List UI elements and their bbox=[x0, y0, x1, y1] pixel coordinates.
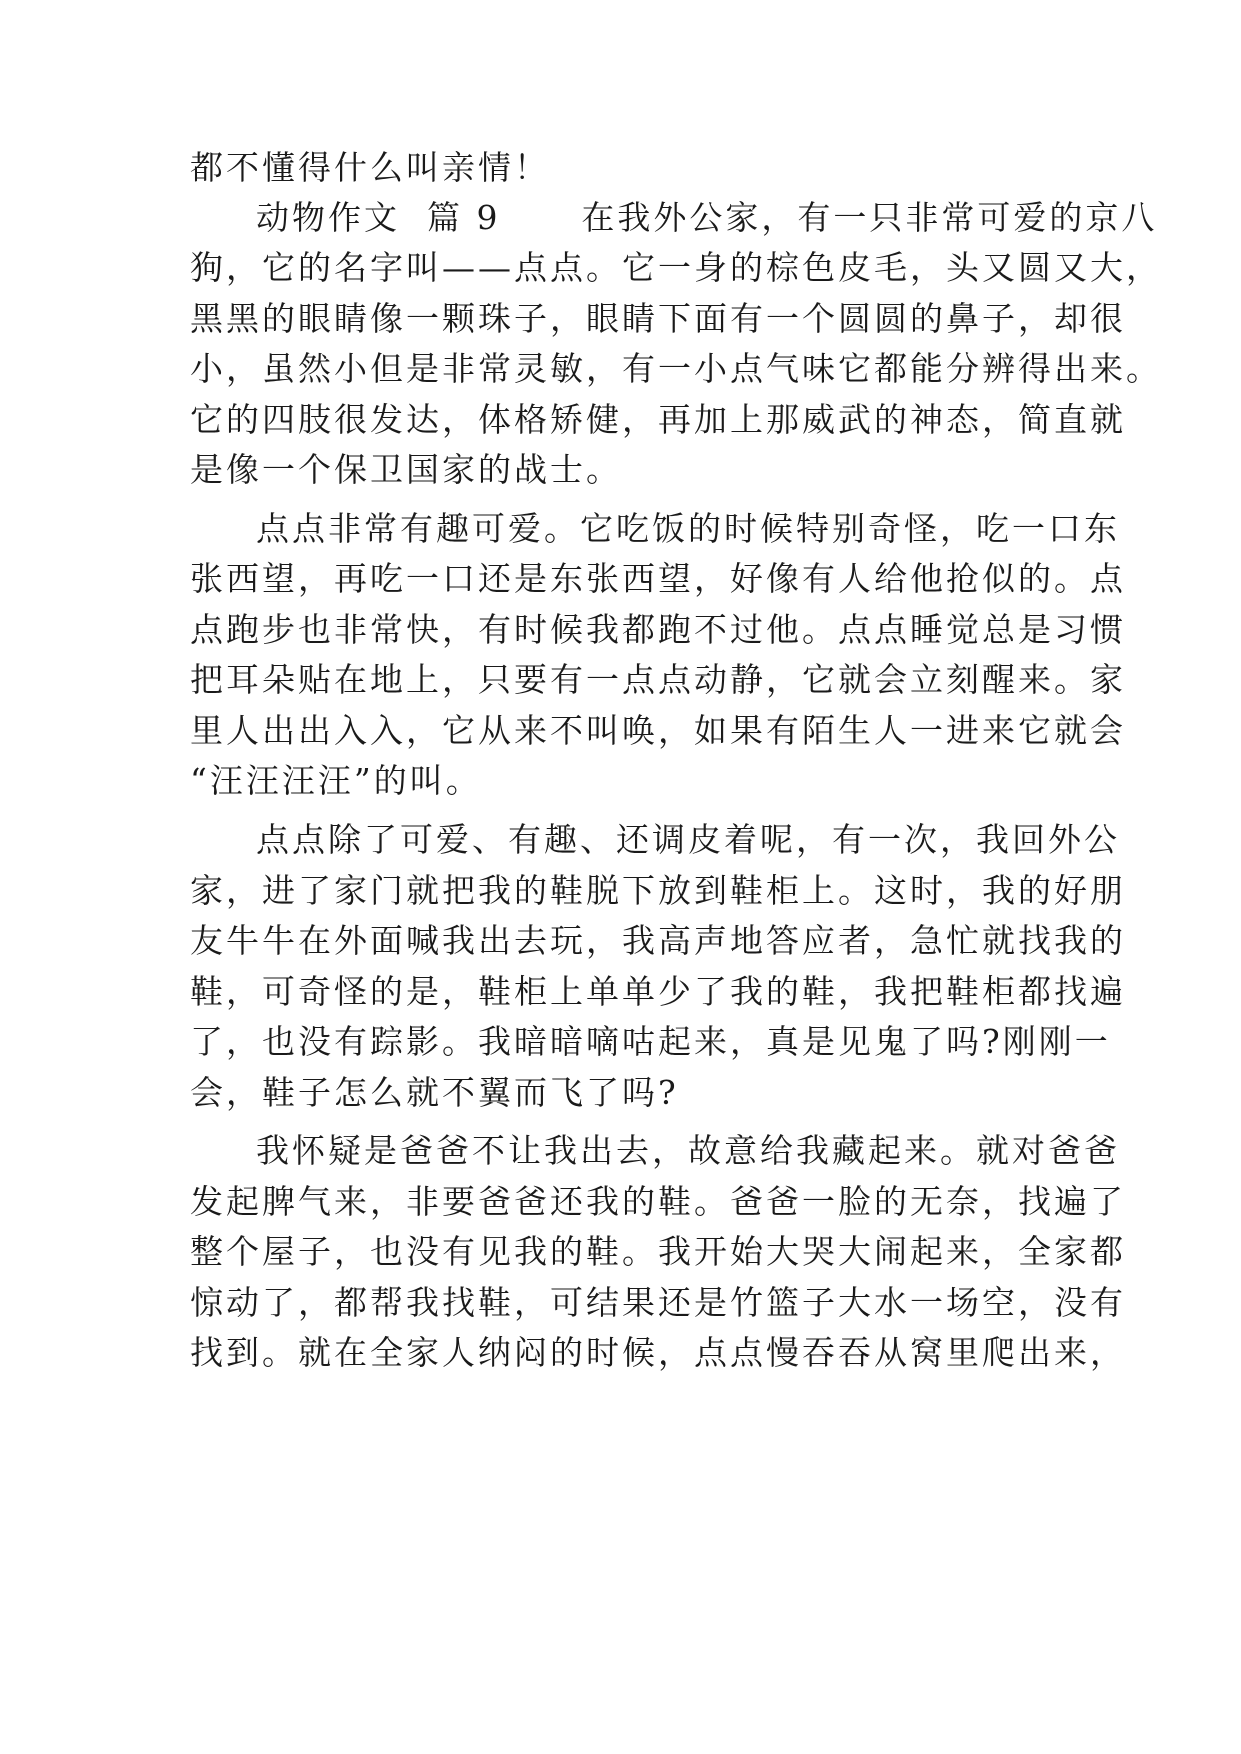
text-line: 里人出出入入，它从来不叫唤，如果有陌生人一进来它就会 bbox=[190, 711, 1126, 750]
paragraph-start-line: 点点除了可爱、有趣、还调皮着呢，有一次，我回外公 bbox=[256, 820, 1120, 859]
text-line: 会，鞋子怎么就不翼而飞了吗? bbox=[190, 1073, 679, 1112]
text-line: 狗，它的名字叫——点点。它一身的棕色皮毛，头又圆又大， bbox=[190, 248, 1162, 287]
text-line: 黑黑的眼睛像一颗珠子，眼睛下面有一个圆圆的鼻子，却很 bbox=[190, 299, 1126, 338]
paragraph-start-line: 点点非常有趣可爱。它吃饭的时候特别奇怪，吃一口东 bbox=[256, 509, 1120, 548]
text-line: 友牛牛在外面喊我出去玩，我高声地答应者，急忙就找我的 bbox=[190, 921, 1126, 960]
text-line: 它的四肢很发达，体格矫健，再加上那威武的神态，简直就 bbox=[190, 400, 1126, 439]
text-line: 家，进了家门就把我的鞋脱下放到鞋柜上。这时，我的好朋 bbox=[190, 871, 1126, 910]
text-line: 找到。就在全家人纳闷的时候，点点慢吞吞从窝里爬出来， bbox=[190, 1333, 1126, 1372]
text-line: 发起脾气来，非要爸爸还我的鞋。爸爸一脸的无奈，找遍了 bbox=[190, 1182, 1126, 1221]
section-heading-line: 动物作文 篇 9 在我外公家，有一只非常可爱的京八 bbox=[256, 198, 1158, 237]
text-line: 张西望，再吃一口还是东张西望，好像有人给他抢似的。点 bbox=[190, 559, 1126, 598]
text-line: 把耳朵贴在地上，只要有一点点动静，它就会立刻醒来。家 bbox=[190, 660, 1126, 699]
text-line: 惊动了，都帮我找鞋，可结果还是竹篮子大水一场空，没有 bbox=[190, 1283, 1126, 1322]
text-line: 整个屋子，也没有见我的鞋。我开始大哭大闹起来，全家都 bbox=[190, 1232, 1126, 1271]
text-line: 都不懂得什么叫亲情！ bbox=[190, 148, 550, 187]
paragraph-start-line: 我怀疑是爸爸不让我出去，故意给我藏起来。就对爸爸 bbox=[256, 1131, 1120, 1170]
text-line: 是像一个保卫国家的战士。 bbox=[190, 450, 622, 489]
text-line: 小，虽然小但是非常灵敏，有一小点气味它都能分辨得出来。 bbox=[190, 349, 1162, 388]
text-line: “汪汪汪汪”的叫。 bbox=[190, 761, 482, 800]
text-line: 鞋，可奇怪的是，鞋柜上单单少了我的鞋，我把鞋柜都找遍 bbox=[190, 972, 1126, 1011]
text-line: 点跑步也非常快，有时候我都跑不过他。点点睡觉总是习惯 bbox=[190, 610, 1126, 649]
text-line: 了，也没有踪影。我暗暗嘀咕起来，真是见鬼了吗?刚刚一 bbox=[190, 1022, 1111, 1061]
